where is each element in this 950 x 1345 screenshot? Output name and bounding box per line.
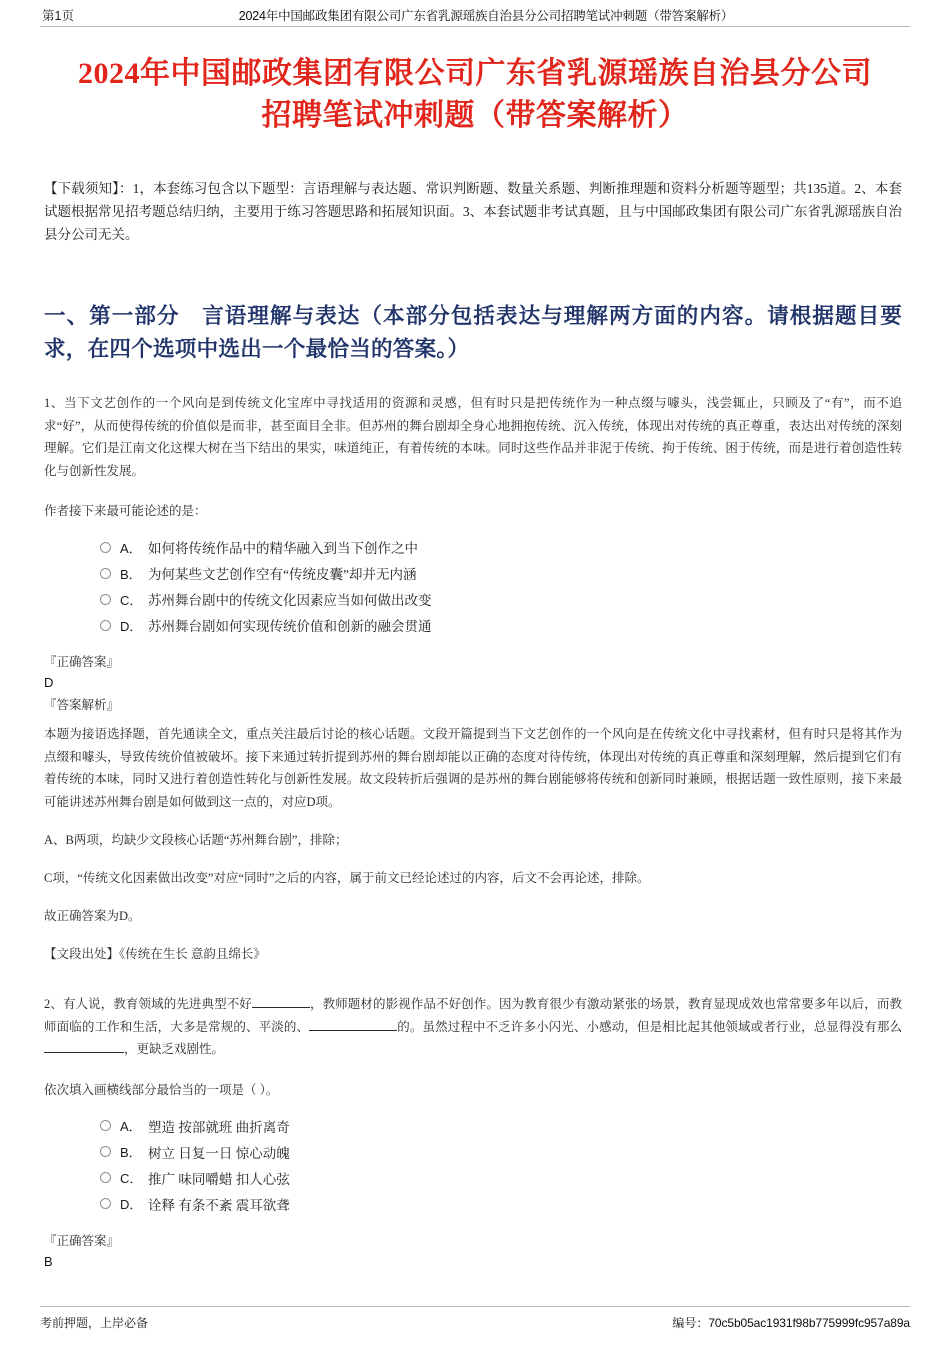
blank-1 — [252, 1007, 310, 1008]
option-a[interactable] — [100, 534, 902, 560]
stem-part-1: 2、有人说，教育领域的先进典型不好 — [44, 997, 252, 1011]
option-list — [44, 1113, 902, 1217]
radio-icon[interactable] — [100, 542, 111, 553]
option-letter: A． — [120, 540, 142, 556]
option-letter: C． — [120, 592, 143, 608]
correct-answer-value: D — [44, 675, 54, 690]
option-letter: A． — [120, 1119, 142, 1134]
radio-icon[interactable] — [100, 1172, 111, 1183]
option-text: 树立 日复一日 惊心动魄 — [148, 1145, 290, 1161]
answer-analysis-text: 本题为接语选择题，首先通读全文，重点关注最后讨论的核心话题。文段开篇提到当下文艺创作的一个风向是在传统文化中寻找素材，但有时只是将其作为点缀和噱头，导致传统价值被破坏。接下来通过转折提到苏州的舞台剧却能以正确的态度对待传统，体现出对传统的真正尊重和深刻理解，然后提到它们有着传统的本味，同时又进行着创造性转化与创新性发展。故文段转折后强调的是苏州的舞台剧能够将传统和创新同时兼顾，根据话题一致性原则，接下来最可能讲述苏州舞台剧是如何做到这一点的，对应D项。 — [44, 727, 902, 809]
question-prompt: 作者接下来最可能论述的是： — [44, 504, 207, 518]
stem-part-3: 的。虽然过程中不乏许多小闪光、小感动，但是相比起其他领域或者行业，总显得没有那么 — [397, 1019, 902, 1034]
analysis-conclusion: 故正确答案为D。 — [44, 909, 141, 923]
option-text: 诠释 有条不紊 震耳欲聋 — [148, 1197, 290, 1213]
stem-part-4: ，更缺乏戏剧性。 — [124, 1042, 225, 1056]
running-header-title: 2024年中国邮政集团有限公司广东省乳源瑶族自治县分公司招聘笔试冲刺题（带答案解析） — [238, 9, 734, 23]
option-letter: D． — [120, 618, 143, 634]
question-block-1 — [44, 392, 902, 965]
running-header — [40, 0, 910, 27]
option-c[interactable] — [100, 586, 902, 612]
option-b[interactable] — [100, 1139, 902, 1165]
radio-icon[interactable] — [100, 1120, 111, 1131]
stem-part-2: ，教师题材的影视作品不好创作。因为教育很少有激动紧张的场景，教育显现成效也常常要多年以后，而教师面临的工作和生活，大多是常规的、平淡的、 — [44, 997, 902, 1034]
option-list — [44, 534, 902, 638]
question-prompt: 依次填入画横线部分最恰当的一项是（ ）。 — [44, 1082, 279, 1097]
question-block-2 — [44, 993, 902, 1272]
radio-icon[interactable] — [100, 594, 111, 605]
option-letter: D． — [120, 1197, 143, 1212]
section-heading: 一、第一部分 言语理解与表达（本部分包括表达与理解两方面的内容。请根据题目要求，在四个选项中选出一个最恰当的答案。） — [44, 304, 902, 361]
footer-slogan: 考前押题，上岸必备 — [40, 1316, 149, 1330]
document-title: 2024年中国邮政集团有限公司广东省乳源瑶族自治县分公司招聘笔试冲刺题（带答案解析） — [78, 57, 872, 132]
option-text: 塑造 按部就班 曲折离奇 — [148, 1119, 290, 1135]
analysis-note-ab: A、B两项，均缺少文段核心话题“苏州舞台剧”，排除； — [44, 833, 348, 847]
option-b[interactable] — [100, 560, 902, 586]
question-stem: 1、当下文艺创作的一个风向是到传统文化宝库中寻找适用的资源和灵感，但有时只是把传统作为一种点缀与噱头，浅尝辄止，只顾及了“有”，而不追求“好”，从而使得传统的价值似是而非，甚至面目全非。但苏州的舞台剧却全身心地拥抱传统、沉入传统，体现出对传统的真正尊重，表达出对传统的深刻理解。它们是江南文化这棵大树在当下结出的果实，味道纯正，有着传统的本味。同时这些作品并非泥于传统、拘于传统、困于传统，而是进行着创造性转化与创新性发展。 — [44, 396, 902, 478]
serial-code: 70c5b05ac1931f98b775999fc957a89a — [708, 1316, 910, 1330]
option-d[interactable] — [100, 1191, 902, 1217]
option-letter: B． — [120, 1145, 142, 1160]
running-footer — [40, 1306, 910, 1331]
correct-answer-label: 『正确答案』 — [44, 655, 120, 669]
radio-icon[interactable] — [100, 620, 111, 631]
option-text: 如何将传统作品中的精华融入到当下创作之中 — [148, 541, 418, 556]
correct-answer-value: B — [44, 1253, 53, 1269]
passage-source: 【文段出处】《传统在生长 意韵且绵长》 — [44, 947, 266, 961]
blank-2 — [309, 1030, 397, 1031]
radio-icon[interactable] — [100, 1146, 111, 1157]
correct-answer-label: 『正确答案』 — [44, 1233, 120, 1248]
option-letter: C． — [120, 1171, 143, 1186]
option-text: 为何某些文艺创作空有“传统皮囊”却并无内涵 — [148, 567, 417, 582]
footer-serial — [672, 1314, 910, 1331]
document-body — [40, 177, 910, 1272]
option-letter: B． — [120, 566, 142, 582]
blank-3 — [44, 1052, 124, 1053]
option-c[interactable] — [100, 1165, 902, 1191]
question-stem — [44, 993, 902, 1061]
option-a[interactable] — [100, 1113, 902, 1139]
option-text: 苏州舞台剧中的传统文化因素应当如何做出改变 — [148, 593, 432, 608]
page-number-label: 第1页 — [42, 9, 74, 23]
radio-icon[interactable] — [100, 1198, 111, 1209]
answer-analysis-label: 『答案解析』 — [44, 698, 120, 712]
download-notice: 【下载须知】：1，本套练习包含以下题型：言语理解与表达题、常识判断题、数量关系题、判断推理题和资料分析题等题型；共135道。2、本套试题根据常见招考题总结归纳，主要用于练习答题思路和拓展知识面。3、本套试题非考试真题，且与中国邮政集团有限公司广东省乳源瑶族自治县分公司无关。 — [44, 181, 902, 242]
serial-label: 编号： — [672, 1316, 709, 1330]
analysis-note-c: C项，“传统文化因素做出改变”对应“同时”之后的内容，属于前文已经论述过的内容，后文不会再论述，排除。 — [44, 871, 650, 885]
option-d[interactable] — [100, 612, 902, 638]
option-text: 推广 味同嚼蜡 扣人心弦 — [148, 1171, 290, 1187]
option-text: 苏州舞台剧如何实现传统价值和创新的融会贯通 — [148, 619, 432, 634]
radio-icon[interactable] — [100, 568, 111, 579]
